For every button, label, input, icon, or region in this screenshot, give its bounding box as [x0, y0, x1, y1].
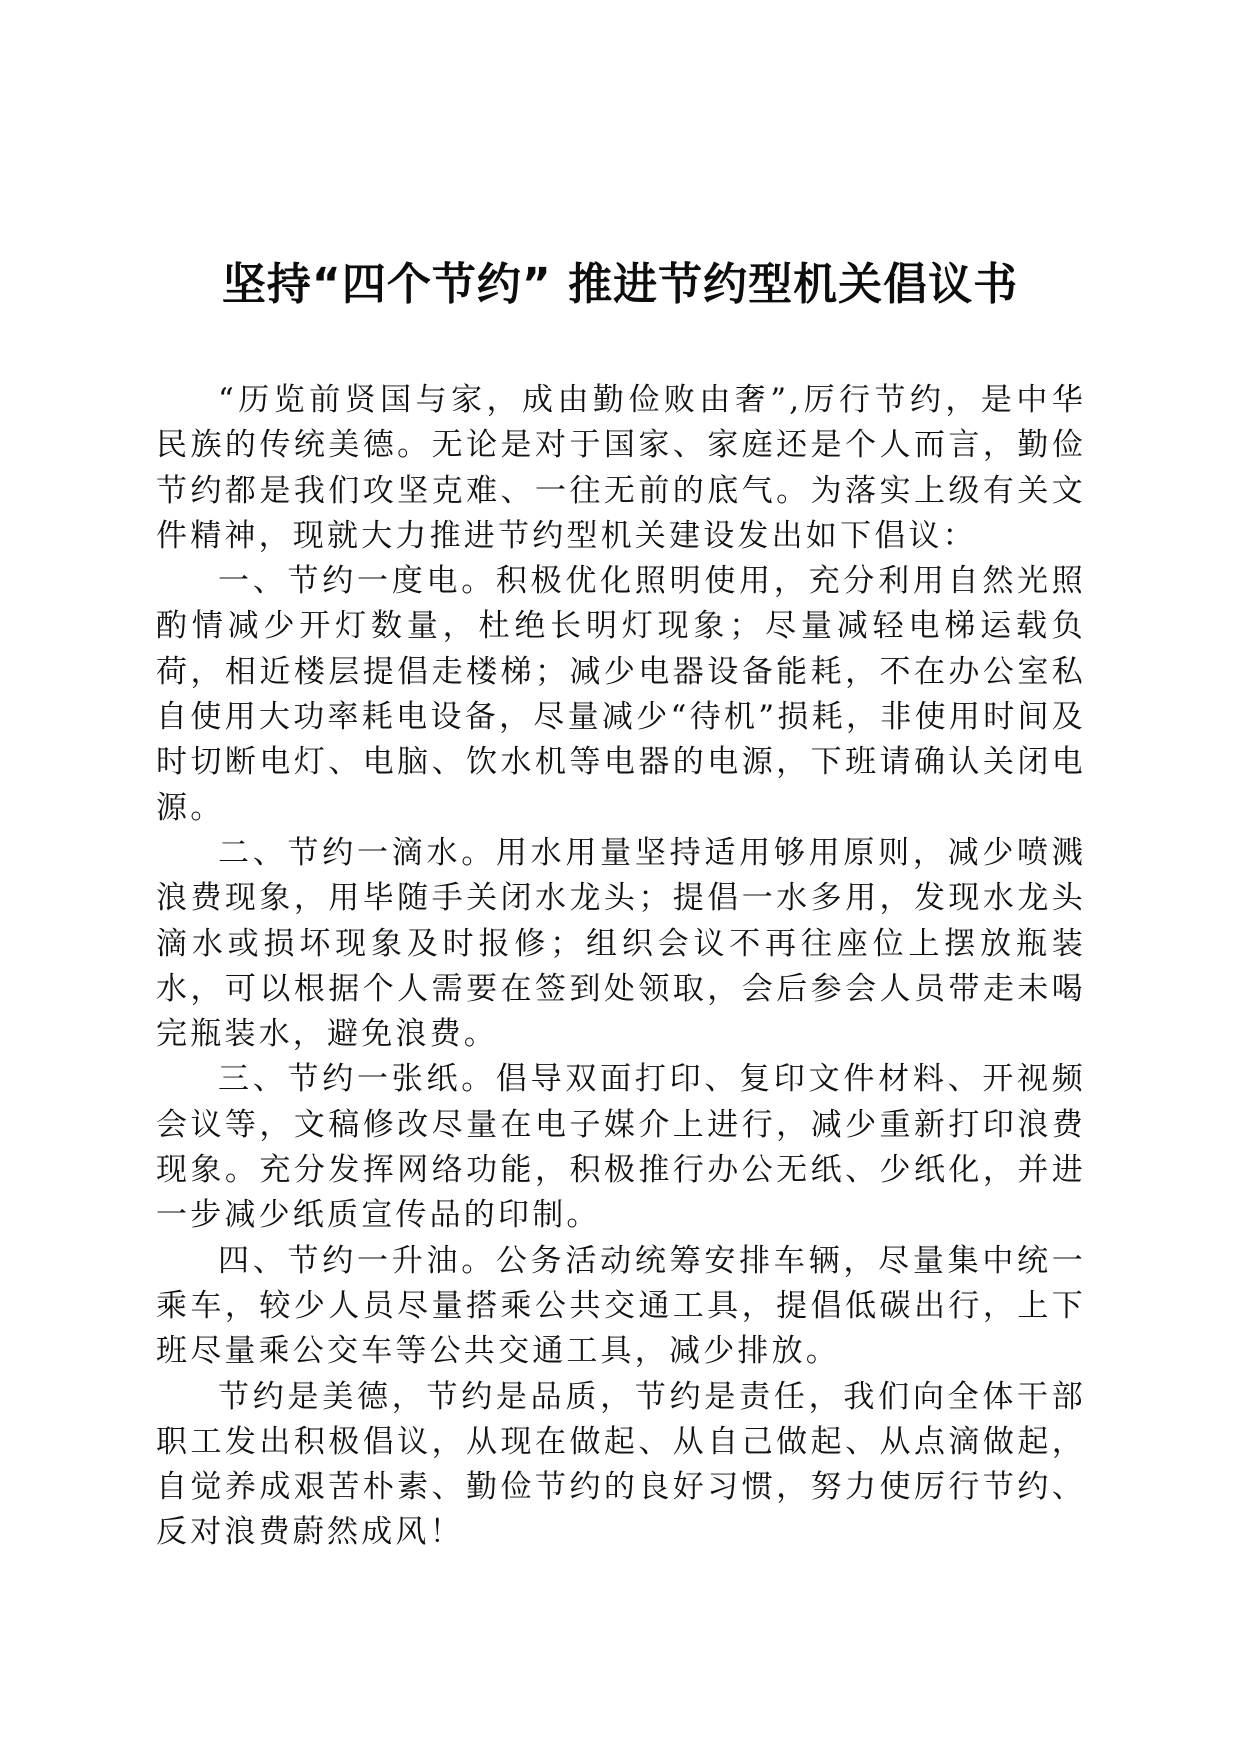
document-title: 坚持“四个节约” 推进节约型机关倡议书: [221, 259, 1019, 310]
closing-paragraph: 节约是美德，节约是品质，节约是责任，我们向全体干部职工发出积极倡议，从现在做起、从自己做起、从点滴做起，自觉养成艰苦朴素、勤俭节约的良好习惯，努力使厉行节约、反对浪费蔚然成风！: [156, 1378, 1086, 1551]
paragraph-save-fuel: 四、节约一升油。公务活动统筹安排车辆，尽量集中统一乘车，较少人员尽量搭乘公共交通工具，提倡低碳出行，上下班尽量乘公交车等公共交通工具，减少排放。: [156, 1242, 1086, 1370]
paragraph-save-water: 二、节约一滴水。用水用量坚持适用够用原则，减少喷溅浪费现象，用毕随手关闭水龙头；提倡一水多用，发现水龙头滴水或损坏现象及时报修；组织会议不再往座位上摆放瓶装水，可以根据个人需要在签到处领取，会后参会人员带走未喝完瓶装水，避免浪费。: [156, 834, 1086, 1053]
document-body: [156, 378, 1086, 1556]
intro-paragraph: “历览前贤国与家，成由勤俭败由奢”,厉行节约，是中华民族的传统美德。无论是对于国家、家庭还是个人而言，勤俭节约都是我们攻坚克难、一往无前的底气。为落实上级有关文件精神，现就大力推进节约型机关建设发出如下倡议：: [156, 382, 1086, 554]
paragraph-save-paper: 三、节约一张纸。倡导双面打印、复印文件材料、开视频会议等，文稿修改尽量在电子媒介上进行，减少重新打印浪费现象。充分发挥网络功能，积极推行办公无纸、少纸化，并进一步减少纸质宣传品的印制。: [156, 1061, 1086, 1234]
paragraph-save-electricity: 一、节约一度电。积极优化照明使用，充分利用自然光照酌情减少开灯数量，杜绝长明灯现象；尽量减轻电梯运载负荷，相近楼层提倡走楼梯；减少电器设备能耗，不在办公室私自使用大功率耗电设备，尽量减少“待机”损耗，非使用时间及时切断电灯、电脑、饮水机等电器的电源，下班请确认关闭电源。: [156, 563, 1086, 826]
